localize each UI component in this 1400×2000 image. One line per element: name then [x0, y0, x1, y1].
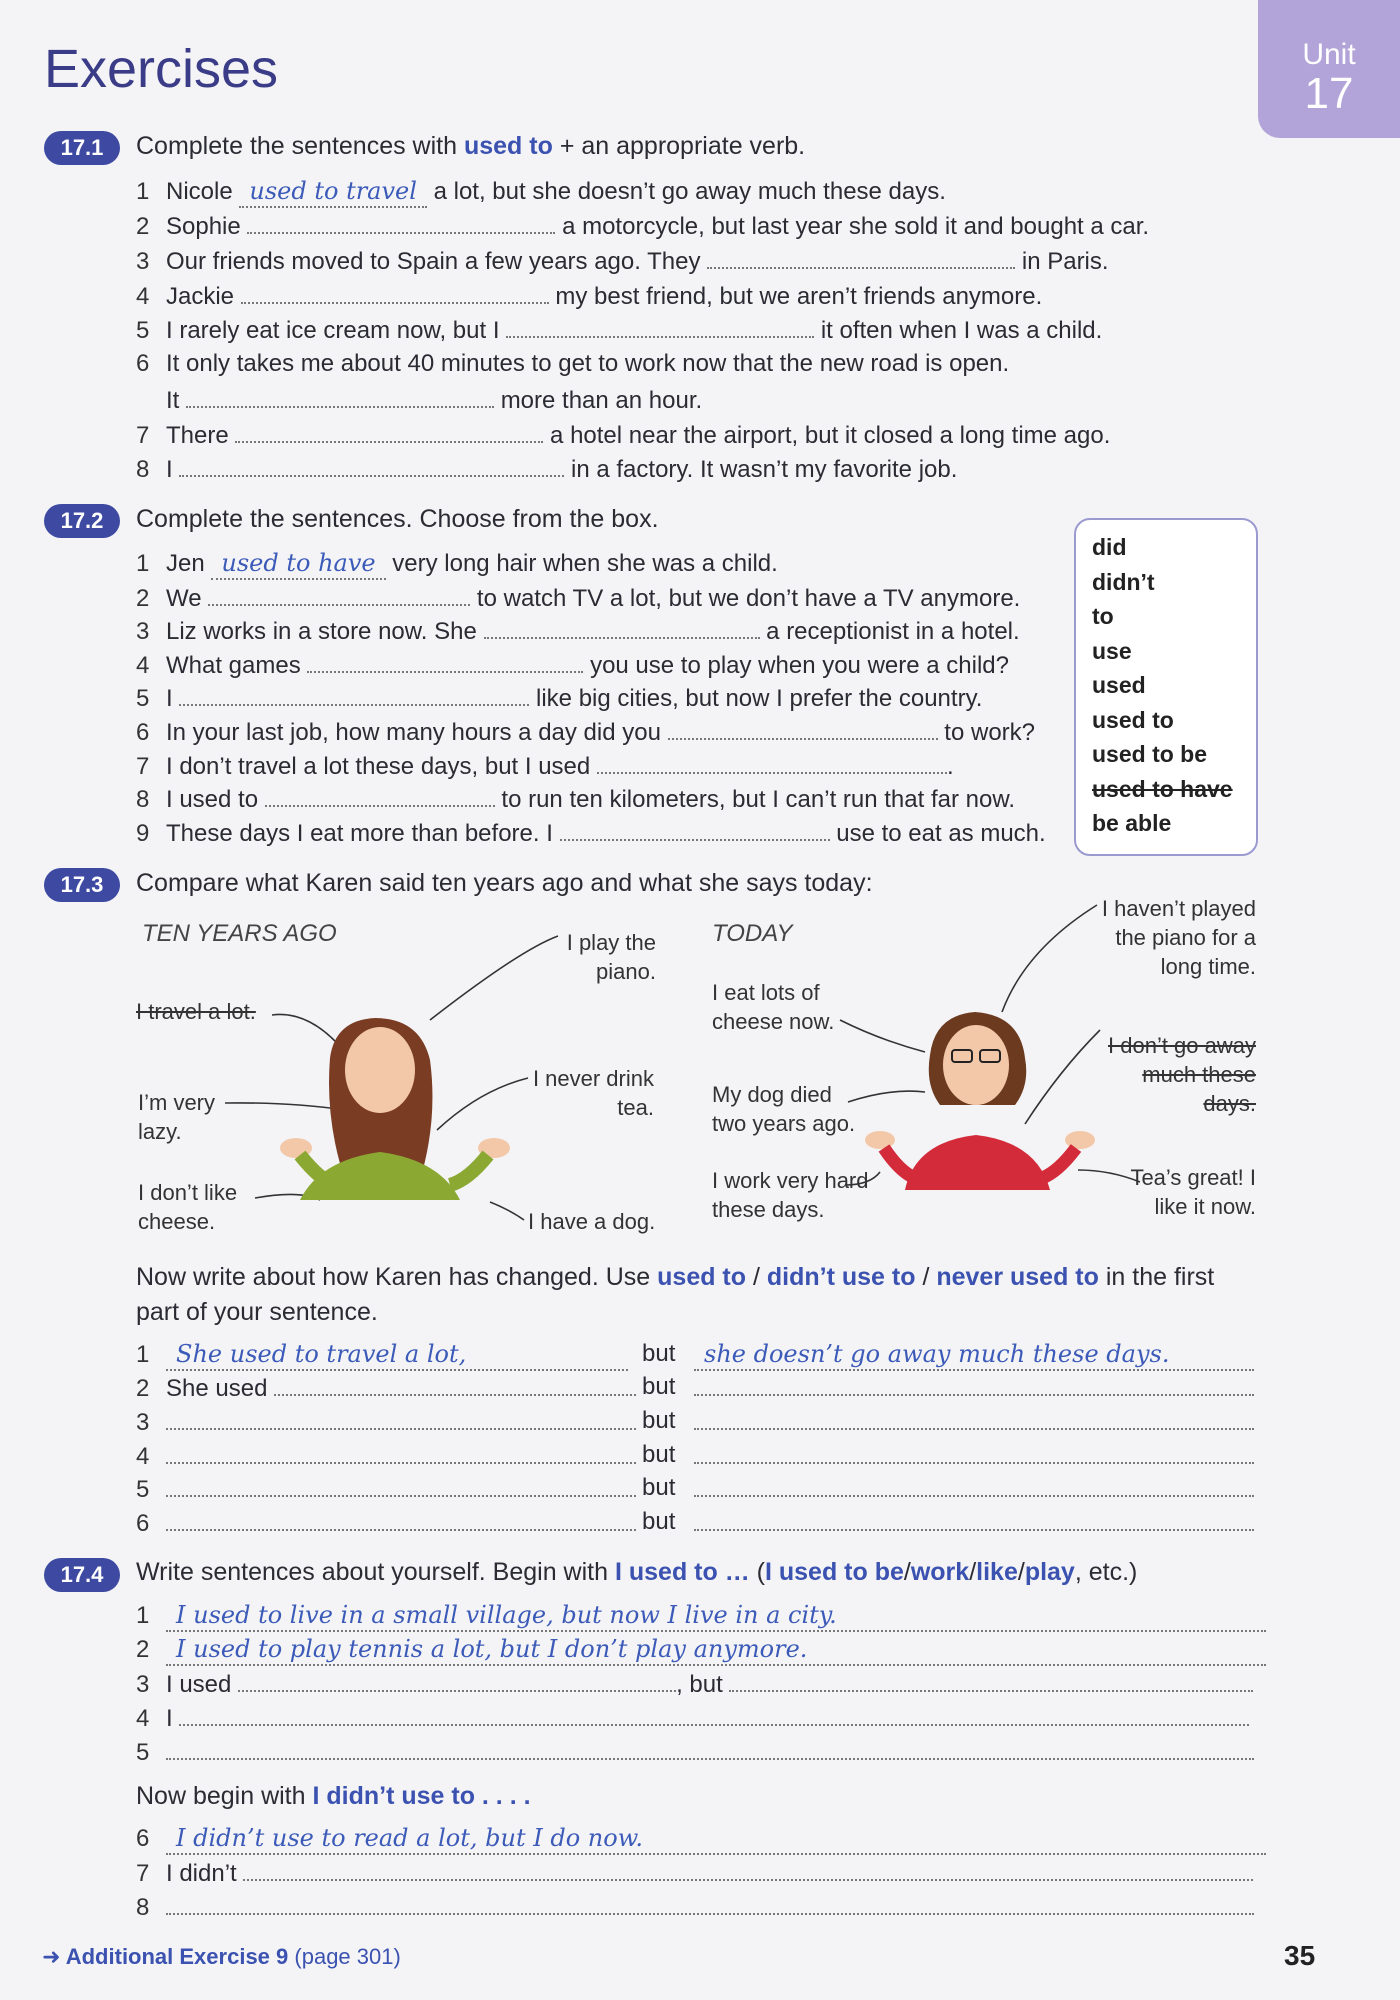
exercise-item: 5 I like big cities, but now I prefer the country. [136, 682, 982, 714]
answer-blank[interactable]: I didn’t use to read a lot, but I do now. [166, 1823, 1266, 1855]
answer-blank[interactable]: She used to travel a lot, [166, 1339, 628, 1371]
answer-blank[interactable] [208, 582, 470, 606]
today-speech: Tea’s great! I like it now. [1130, 1165, 1256, 1219]
answer-blank[interactable] [307, 649, 583, 673]
exercise-badge: 17.2 [44, 504, 120, 538]
answer-blank[interactable] [694, 1507, 1254, 1531]
answer-row: 3 [136, 1406, 636, 1438]
answer-blank[interactable] [241, 280, 549, 304]
answer-row: 2 I used to play tennis a lot, but I don’t play anymore. [136, 1634, 1266, 1666]
past-speech: I play the piano. [566, 930, 656, 984]
answer-blank[interactable] [238, 1668, 676, 1692]
exercise-instruction: Compare what Karen said ten years ago and what she says today: [136, 869, 873, 897]
word-box-item: used to [1092, 706, 1174, 733]
answer-blank[interactable] [694, 1473, 1254, 1497]
exercise-badge: 17.4 [44, 1558, 120, 1592]
answer-row: 4 [136, 1440, 636, 1472]
answer-blank[interactable] [166, 1891, 1254, 1915]
today-speech: I work very hard these days. [712, 1168, 869, 1222]
exercise-item: 8 I in a factory. It wasn’t my favorite job. [136, 453, 957, 485]
answer-blank[interactable] [179, 453, 564, 477]
answer-blank[interactable] [274, 1372, 636, 1396]
page-title: Exercises [44, 39, 279, 99]
answer-row: 4 I [136, 1702, 1249, 1734]
exercise-item: 7 There a hotel near the airport, but it closed a long time ago. [136, 419, 1110, 451]
today-speech: My dog died two years ago. [712, 1082, 856, 1136]
exercise-instruction: part of your sentence. [136, 1298, 378, 1326]
unit-label: Unit [1302, 38, 1356, 71]
unit-tab [1258, 0, 1400, 138]
answer-blank[interactable] [597, 750, 947, 774]
exercise-item: 9 These days I eat more than before. I use to eat as much. [136, 817, 1046, 849]
karen-past-figure [280, 1018, 510, 1200]
but-word: but [642, 1508, 676, 1535]
today-speech: I haven’t played the piano for a long time. [1101, 896, 1256, 979]
exercise-instruction: Now write about how Karen has changed. Use used to / didn’t use to / never used to in the first [136, 1263, 1215, 1291]
exercise-instruction: Write sentences about yourself. Begin with I used to … (I used to be/work/like/play, etc.) [136, 1558, 1138, 1586]
karen-today-figure [865, 1012, 1095, 1190]
answer-blank[interactable] [243, 1857, 1253, 1881]
word-box-item: use [1092, 637, 1132, 664]
exercise-badge: 17.1 [44, 131, 120, 165]
answer-blank[interactable] [694, 1440, 1254, 1464]
but-word: but [642, 1407, 676, 1434]
but-word: but [642, 1474, 676, 1501]
answer-blank[interactable] [186, 384, 494, 408]
answer-blank[interactable] [235, 419, 543, 443]
answer-blank[interactable] [729, 1668, 1253, 1692]
exercise-item: 3 Our friends moved to Spain a few years ago. They in Paris. [136, 245, 1109, 277]
exercise-item: 4 What games you use to play when you were a child? [136, 649, 1009, 681]
answer-row-second [694, 1507, 1254, 1539]
answer-blank[interactable] [166, 1440, 636, 1464]
exercise-item: 6 It only takes me about 40 minutes to get to work now that the new road is open. [136, 350, 1010, 377]
answer-blank[interactable] [694, 1406, 1254, 1430]
exercise-instruction: Now begin with I didn’t use to . . . . [136, 1782, 531, 1810]
answer-row: 6 I didn’t use to read a lot, but I do now. [136, 1823, 1266, 1855]
past-speech: I don’t like cheese. [138, 1180, 238, 1234]
exercise-instruction: Complete the sentences. Choose from the box. [136, 505, 659, 533]
exercise-item: 1 Jen used to have very long hair when she was a child. [136, 548, 778, 580]
answer-row-second [694, 1440, 1254, 1472]
exercise-item: 4 Jackie my best friend, but we aren’t friends anymore. [136, 280, 1042, 312]
answer-row-second [694, 1406, 1254, 1438]
past-speech: I have a dog. [528, 1209, 656, 1234]
answer-row: 2 She used [136, 1372, 636, 1404]
past-speech: I never drink tea. [532, 1066, 654, 1120]
today-speech: I eat lots of cheese now. [712, 980, 835, 1034]
exercise-instruction: Complete the sentences with used to + an appropriate verb. [136, 132, 806, 160]
answer-blank[interactable] [179, 1702, 1249, 1726]
today-heading: TODAY [712, 920, 793, 947]
today-speech: I don’t go away much these days. [1108, 1033, 1256, 1116]
answer-blank[interactable] [166, 1406, 636, 1430]
answer-blank[interactable] [694, 1372, 1254, 1396]
answer-blank[interactable]: I used to live in a small village, but now I live in a city. [166, 1600, 1266, 1632]
arrow-right-icon: ➜ [42, 1944, 61, 1969]
exercise-item: 3 Liz works in a store now. She a receptionist in a hotel. [136, 615, 1020, 647]
answer-blank[interactable] [166, 1507, 636, 1531]
word-box-item: used to be [1092, 741, 1208, 767]
page-number: 35 [1284, 1940, 1316, 1971]
exercise-item: 2 Sophie a motorcycle, but last year she sold it and bought a car. [136, 210, 1149, 242]
answer-blank[interactable] [506, 314, 814, 338]
answer-blank[interactable] [560, 817, 830, 841]
answer-blank[interactable]: I used to play tennis a lot, but I don’t play anymore. [166, 1634, 1266, 1666]
word-box-item-used: used to have [1092, 775, 1233, 802]
word-box-item: be able [1092, 810, 1172, 836]
answer-row: 1 She used to travel a lot, [136, 1339, 628, 1371]
answer-row: 5 [136, 1736, 1254, 1768]
answer-row: 6 [136, 1507, 636, 1539]
word-box [1074, 518, 1258, 856]
word-box-item: didn’t [1092, 568, 1155, 595]
answer-row: 1 I used to live in a small village, but now I live in a city. [136, 1600, 1266, 1632]
exercise-item: It more than an hour. [166, 384, 702, 416]
answer-blank[interactable]: used to travel [239, 176, 427, 208]
answer-blank[interactable] [668, 716, 938, 740]
answer-row-second [694, 1339, 1254, 1371]
past-speech: I travel a lot. [136, 999, 256, 1024]
answer-blank[interactable] [166, 1736, 1254, 1760]
exercise-item: 8 I used to to run ten kilometers, but I can’t run that far now. [136, 783, 1015, 815]
answer-blank[interactable] [179, 682, 529, 706]
exercise-item: 7 I don’t travel a lot these days, but I used . [136, 750, 954, 782]
but-word: but [642, 1340, 676, 1367]
answer-blank[interactable] [166, 1473, 636, 1497]
answer-row: 3 I used , but [136, 1668, 1253, 1700]
past-heading: TEN YEARS AGO [142, 920, 337, 947]
exercise-item: 5 I rarely eat ice cream now, but I it often when I was a child. [136, 314, 1102, 346]
additional-exercise-link[interactable]: ➜ Additional Exercise 9 (page 301) [42, 1944, 401, 1969]
answer-blank[interactable] [707, 245, 1015, 269]
answer-blank[interactable] [265, 783, 495, 807]
answer-blank[interactable]: used to have [211, 548, 385, 580]
answer-blank[interactable] [484, 615, 760, 639]
exercise-badge: 17.3 [44, 868, 120, 902]
word-box-item: did [1092, 534, 1127, 560]
unit-number: 17 [1304, 69, 1354, 118]
answer-row: 7 I didn’t [136, 1857, 1253, 1889]
answer-blank[interactable] [247, 210, 555, 234]
exercise-item: 6 In your last job, how many hours a day did you to work? [136, 716, 1035, 748]
word-box-item: to [1092, 603, 1114, 629]
answer-row-second [694, 1372, 1254, 1404]
word-box-item: used [1092, 672, 1146, 698]
past-speech: I’m very lazy. [138, 1090, 215, 1144]
answer-blank[interactable]: she doesn’t go away much these days. [694, 1339, 1254, 1371]
exercise-item: 2 We to watch TV a lot, but we don’t have a TV anymore. [136, 582, 1020, 614]
answer-row-second [694, 1473, 1254, 1505]
answer-row: 5 [136, 1473, 636, 1505]
but-word: but [642, 1441, 676, 1468]
but-word: but [642, 1373, 676, 1400]
answer-row: 8 [136, 1891, 1254, 1923]
exercise-item: 1 Nicole used to travel a lot, but she doesn’t go away much these days. [136, 176, 946, 208]
